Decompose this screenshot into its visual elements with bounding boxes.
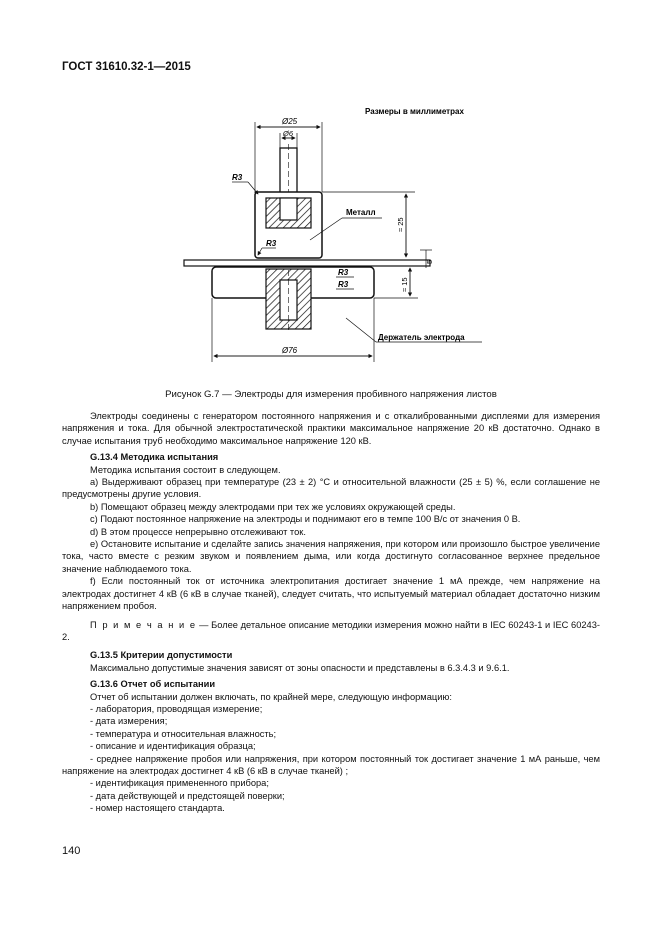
paragraph: Отчет об испытании должен включать, по крайней мере, следующую информацию: [90,691,452,702]
dim-gap: 5 [425,259,434,264]
figure-caption: Рисунок G.7 — Электроды для измерения пробивного напряжения листов [165,389,497,400]
section-heading: G.13.5 Критерии допустимости [90,650,233,661]
units-note: Размеры в миллиметрах [365,107,464,116]
list-item: b) Помещают образец между электродами при тех же условиях окружающей среды. [90,501,456,512]
electrode-drawing [170,100,500,368]
list-item: - идентификация примененного прибора; [90,778,269,789]
section-heading: G.13.4 Методика испытания [90,452,219,463]
dim-d76: Ø76 [282,346,298,355]
page-number: 140 [62,845,81,857]
electrode-figure [170,100,500,368]
list-item: - номер настоящего стандарта. [90,803,225,814]
list-item: c) Подают постоянное напряжение на электроды и поднимают его в темпе 100 В/с от значения 0 В. [90,514,521,525]
list-item: - дата измерения; [90,716,168,727]
dim-d25: Ø25 [282,117,298,126]
dim-r3-top: R3 [232,173,243,182]
list-item: а) Выдерживают образец при температуре (23 ± 2) °С и относительной влажности (25 ± 5) %, если соглашение не предусмотрены другие условия. [62,477,600,500]
dim-h15: ≈ 15 [400,277,409,292]
paragraph: Электроды соединены с генератором постоянного напряжения и с откалиброванными дисплеями для измерения напряжения и тока. Для обычной электростатической практики максимальное напряжение 20 кВ достаточно. Однако в случае испытания труб необходимо максимальное напряжение 120 кВ. [62,411,600,446]
dim-r3-low2: R3 [338,280,349,289]
sample-sheet [184,260,430,266]
list-item: - среднее напряжение пробоя или напряжения, при котором постоянный ток достигает значение 1 мА раньше, чем напряжение на электродах достигнет 4 кВ (6 кВ в случае тканей) ; [62,753,600,776]
list-item: d) В этом процессе непрерывно отслеживают ток. [90,526,306,537]
section-heading: G.13.6 Отчет об испытании [90,679,216,690]
list-item: - описание и идентификация образца; [90,741,256,752]
list-item: e) Остановите испытание и сделайте запись значения напряжения, при котором или произошло быстрое увеличение тока, часто вместе с резким звуком и появлением дыма, или когда достигнуто согласованное верхнее предельное значение наблюдаемого тока. [62,539,600,574]
label-holder: Держатель электрода [378,333,465,342]
dim-r3-mid: R3 [266,239,277,248]
list-item: - температура и относительная влажность; [90,728,277,739]
list-item: - лаборатория, проводящая измерение; [90,703,263,714]
note-text: — Более детальное описание методики измерения можно найти в IEC 60243-1 и IEC 60243-2. [62,619,600,642]
note [62,619,600,644]
paragraph: Максимально допустимые значения зависят от зоны опасности и представлены в 6.3.4.3 и 9.6.1. [90,662,510,673]
dim-d6: Ø6 [283,129,294,138]
label-metal: Металл [346,208,376,217]
dim-h25: ≈ 25 [396,217,405,232]
list-item: - дата действующей и предстоящей поверки; [90,790,285,801]
body-text [62,410,600,815]
note-label: П р и м е ч а н и е [90,619,197,630]
standard-header: ГОСТ 31610.32-1—2015 [62,61,191,73]
dim-r3-low1: R3 [338,268,349,277]
list-item: f) Если постоянный ток от источника электропитания достигает значение 1 мА прежде, чем напряжение на электродах достигнет 4 кВ (6 кВ в случае тканей), следует считать, что испытуемый материал обладает достаточно низким напряжением пробоя. [62,576,600,612]
paragraph: Методика испытания состоит в следующем. [90,464,281,475]
